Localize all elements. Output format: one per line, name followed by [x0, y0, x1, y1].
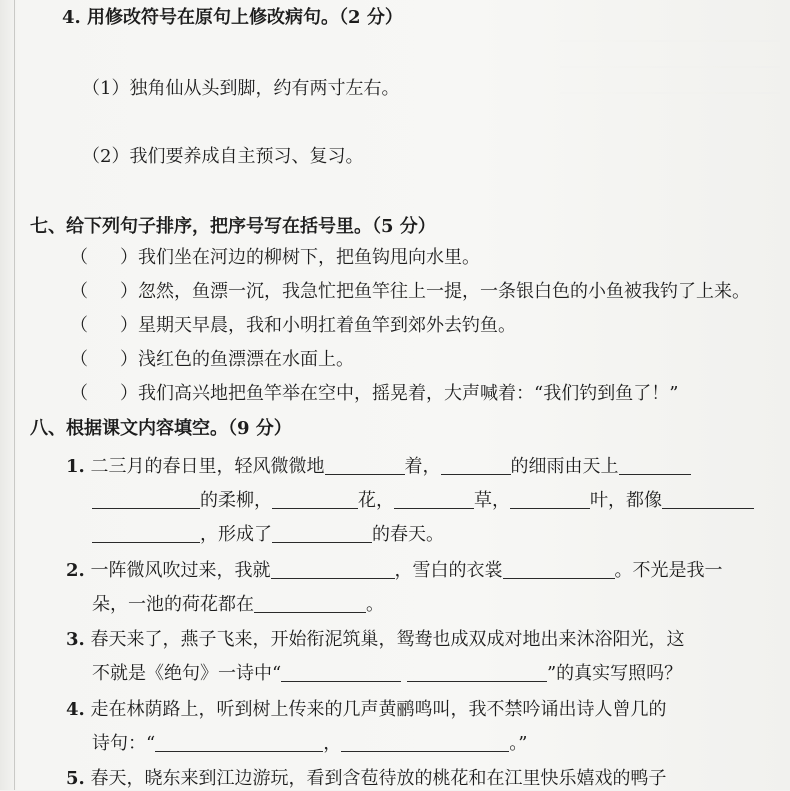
fill-blank[interactable]: [503, 560, 615, 579]
order-blank-open[interactable]: （: [70, 247, 88, 268]
fill-blank[interactable]: [407, 663, 547, 682]
fill-text: 诗句：“: [92, 733, 156, 754]
fill-blank[interactable]: [510, 490, 590, 509]
fill-q2-line1: [66, 559, 723, 583]
fill-q4-line1: [66, 698, 667, 722]
fill-text: 草，: [474, 490, 510, 511]
fill-q1-line3: [92, 523, 444, 547]
order-blank-open[interactable]: （: [70, 383, 88, 404]
q4-item-2: （2）我们要养成自主预习、复习。: [82, 146, 364, 167]
section7-title: 七、给下列句子排序，把序号写在括号里。（5 分）: [30, 216, 436, 237]
fill-text: 。不光是我一: [614, 560, 723, 581]
fill-text: 。”: [509, 733, 528, 754]
fill-blank[interactable]: [394, 490, 474, 509]
fill-blank[interactable]: [254, 594, 366, 613]
fill-q5-line1: [66, 767, 667, 791]
fill-text: 二三月的春日里，轻风微微地: [90, 456, 325, 477]
fill-q2-line2: [92, 593, 384, 617]
margin-rule: [14, 0, 15, 790]
fill-blank[interactable]: [662, 490, 754, 509]
fill-text: 走在林荫路上，听到树上传来的几声黄鹂鸣叫，我不禁吟诵出诗人曾几的: [90, 699, 667, 720]
fill-text: 的细雨由天上: [510, 456, 619, 477]
q4-item-1: （1）独角仙从头到脚，约有两寸左右。: [82, 78, 400, 99]
q4-title: 4. 用修改符号在原句上修改病句。（2 分）: [62, 7, 403, 28]
fill-q1-line2: [92, 489, 754, 513]
fill-blank[interactable]: [155, 733, 323, 752]
order-blank-open[interactable]: （: [70, 315, 88, 336]
fill-blank[interactable]: [341, 733, 509, 752]
fill-text: 一阵微风吹过来，我就: [90, 560, 271, 581]
question-number: 4.: [66, 699, 85, 720]
fill-text: 不就是《绝句》一诗中“: [92, 663, 282, 684]
bleed-through-texture: [560, 40, 780, 100]
fill-q3-line1: [66, 628, 685, 652]
fill-blank[interactable]: [92, 524, 200, 543]
order-blank-open[interactable]: （: [70, 281, 88, 302]
fill-q1-line1: [66, 455, 691, 479]
fill-text: 。: [366, 594, 384, 615]
fill-text: ”的真实写照吗？: [546, 663, 683, 684]
fill-blank[interactable]: [325, 456, 405, 475]
order-blank-close: ）: [120, 349, 138, 370]
fill-text: ，形成了: [200, 524, 272, 545]
fill-q3-line2: [92, 662, 682, 686]
fill-blank[interactable]: [271, 560, 395, 579]
order-item-text: 星期天早晨，我和小明扛着鱼竿到郊外去钓鱼。: [138, 315, 516, 336]
question-number: 1.: [66, 456, 85, 477]
fill-blank[interactable]: [92, 490, 200, 509]
fill-text: 的春天。: [372, 524, 444, 545]
fill-text: 着，: [404, 456, 441, 477]
fill-text: 叶，都像: [590, 490, 662, 511]
order-item-text: 我们高兴地把鱼竿举在空中，摇晃着，大声喊着：“我们钓到鱼了！”: [138, 383, 679, 404]
fill-q4-line2: [92, 732, 527, 756]
section8-title: 八、根据课文内容填空。（9 分）: [30, 418, 292, 439]
question-number: 2.: [66, 560, 85, 581]
order-blank-close: ）: [120, 281, 138, 302]
fill-blank[interactable]: [272, 524, 372, 543]
fill-blank[interactable]: [272, 490, 358, 509]
fill-text: ，: [323, 733, 342, 754]
question-number: 5.: [66, 768, 85, 789]
fill-text: 春天，晓东来到江边游玩，看到含苞待放的桃花和在江里快乐嬉戏的鸭子: [90, 768, 667, 789]
order-blank-close: ）: [120, 383, 138, 404]
fill-text: 朵，一池的荷花都在: [92, 594, 254, 615]
order-item-text: 忽然，鱼漂一沉，我急忙把鱼竿往上一提，一条银白色的小鱼被我钓了上来。: [138, 281, 750, 302]
order-blank-open[interactable]: （: [70, 349, 88, 370]
fill-text: 花，: [358, 490, 394, 511]
order-item-text: 我们坐在河边的柳树下，把鱼钩甩向水里。: [138, 247, 480, 268]
fill-blank[interactable]: [619, 456, 691, 475]
fill-blank[interactable]: [281, 663, 401, 682]
fill-text: 春天来了，燕子飞来，开始衔泥筑巢，鸳鸯也成双成对地出来沐浴阳光，这: [90, 629, 685, 650]
order-blank-close: ）: [120, 315, 138, 336]
question-number: 3.: [66, 629, 85, 650]
order-item-text: 浅红色的鱼漂漂在水面上。: [138, 349, 354, 370]
fill-text: ，雪白的衣裳: [394, 560, 503, 581]
fill-text: 的柔柳，: [200, 490, 272, 511]
fill-blank[interactable]: [441, 456, 511, 475]
order-blank-close: ）: [120, 247, 138, 268]
